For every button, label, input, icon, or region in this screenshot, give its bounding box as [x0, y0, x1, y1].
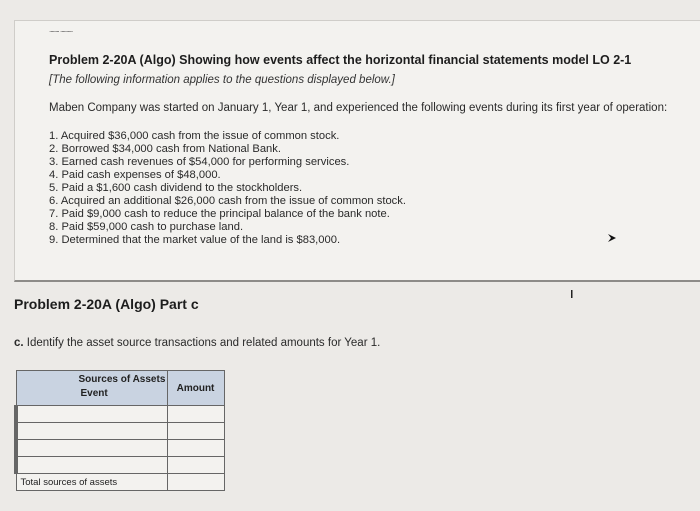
event-item: 6. Acquired an additional $26,000 cash from the issue of common stock.	[49, 195, 406, 207]
table-title: Sources of Assets	[78, 374, 166, 385]
event-header-label: Event	[80, 388, 108, 399]
header-scribble: ........ ..........	[49, 25, 73, 34]
question-letter: c.	[14, 337, 24, 349]
amount-input-cell[interactable]	[167, 440, 224, 457]
event-item: 4. Paid cash expenses of $48,000.	[49, 169, 221, 181]
sources-of-assets-table	[14, 370, 225, 491]
table-row	[16, 406, 224, 423]
event-column-header	[16, 371, 167, 406]
event-item: 9. Determined that the market value of the land is $83,000.	[49, 234, 341, 246]
event-input-cell[interactable]	[16, 423, 167, 440]
amount-input-cell[interactable]	[167, 423, 224, 440]
table-row	[16, 423, 224, 440]
event-input-cell[interactable]	[16, 440, 167, 457]
event-item: 1. Acquired $36,000 cash from the issue of common stock.	[49, 130, 340, 142]
total-sources-label: Total sources of assets	[16, 474, 167, 491]
total-amount-cell[interactable]	[167, 474, 224, 491]
problem-intro: Maben Company was started on January 1, Year 1, and experienced the following events during its first year of operation:	[49, 102, 668, 114]
event-item: 8. Paid $59,000 cash to purchase land.	[49, 221, 244, 233]
tick-mark-icon	[570, 289, 574, 302]
event-item: 7. Paid $9,000 cash to reduce the principal balance of the bank note.	[49, 208, 390, 220]
part-title: Problem 2-20A (Algo) Part c	[14, 296, 199, 312]
event-item: 5. Paid a $1,600 cash dividend to the stockholders.	[49, 182, 303, 194]
event-item: 2. Borrowed $34,000 cash from National Bank.	[49, 143, 281, 155]
question-text	[14, 337, 380, 349]
event-list	[49, 130, 406, 247]
question-body: Identify the asset source transactions and related amounts for Year 1.	[23, 337, 381, 349]
table-row	[16, 440, 224, 457]
cursor-arrow-icon	[606, 232, 618, 247]
amount-input-cell[interactable]	[167, 457, 224, 474]
amount-input-cell[interactable]	[167, 406, 224, 423]
problem-note: [The following information applies to the questions displayed below.]	[49, 74, 395, 86]
table-row	[16, 457, 224, 474]
problem-title: Problem 2-20A (Algo) Showing how events affect the horizontal financial statements model LO 2-1	[49, 53, 632, 67]
event-input-cell[interactable]	[16, 406, 167, 423]
amount-column-header: Amount	[167, 371, 224, 406]
total-row	[16, 474, 224, 491]
event-input-cell[interactable]	[16, 457, 167, 474]
event-item: 3. Earned cash revenues of $54,000 for performing services.	[49, 156, 350, 168]
